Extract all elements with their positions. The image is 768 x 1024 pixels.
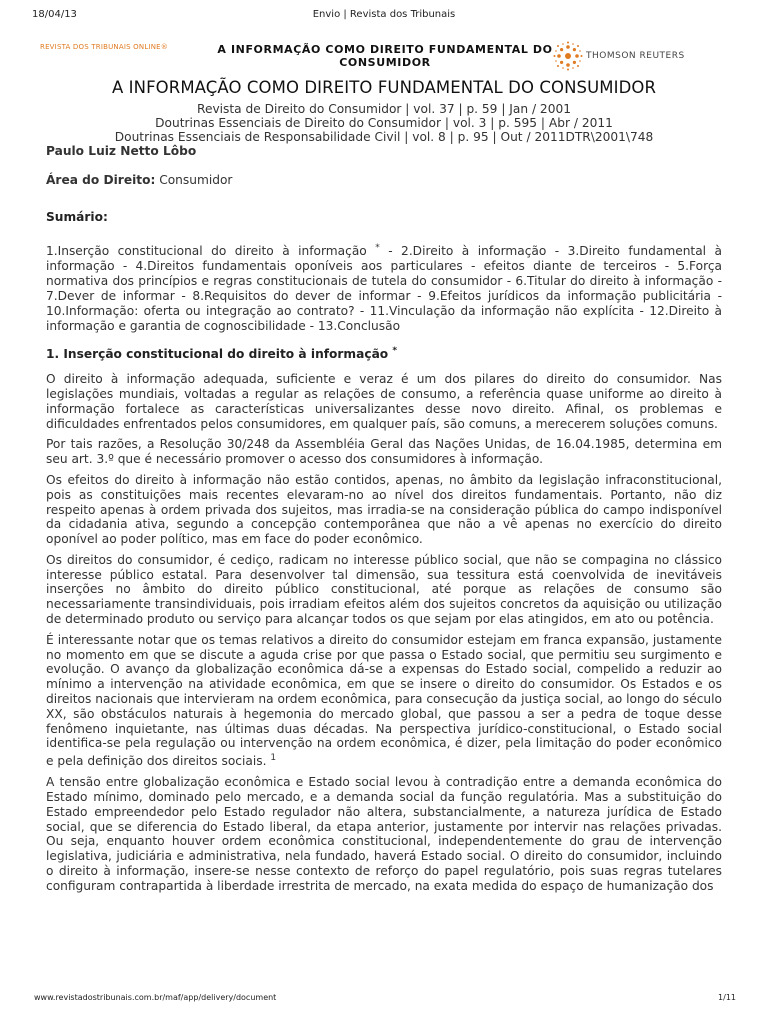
sumario-text-2: - 2.Direito à informação - 3.Direito fundamental à informação - 4.Direitos fundamentais oponíveis aos particulares - efeitos diante de terceiros - 5.Força normativa dos princípios e regras constitucionais de tutela do consumidor - 6.Titular do direito à informação - 7.Dever de informar - 8.Requisitos do dever de informar - 9.Efeitos jurídicos da informação publicitária - 10.Informação: oferta ou integração ao contrato? - 11.Vinculação da informação não explícita - 12.Direito à informação e garantia de cognoscibilidade - 13.Conclusão [46,244,722,334]
reference-line: Doutrinas Essenciais de Direito do Consumidor | vol. 3 | p. 595 | Abr / 2011 [155,116,613,130]
footnote-link[interactable]: 1 [270,753,277,764]
header-title [190,43,580,69]
paragraph: Os efeitos do direito à informação não estão contidos, apenas, no âmbito da legislação infraconstitucional, pois as constituições mais recentes elevaram-no ao nível dos direitos fundamentais. Portanto, não diz respeito apenas à ordem privada dos sujeitos, mas irradia-se na consideração pública do campo indisponível da cidadania ativa, segundo a concepção contemporânea que não a vê apenas no exercício do direito oponível ao poder político, mas em face do poder econômico. [46,472,722,547]
brand-right: THOMSON REUTERS [586,51,685,61]
article-author: Paulo Luiz Netto Lôbo [46,144,197,158]
article-content [46,76,722,893]
paragraph: O direito à informação adequada, suficiente e veraz é um dos pilares do direito do consumidor. Nas legislações mundiais, voltadas a regular as relações de consumo, a referência quase uniforme ao direito à informação fortalece as características universalizantes desse novo direito. Afinal, os problemas e dificuldades enfrentados pelos consumidores, em qualquer país, são comuns, a merecerem soluções comuns. [46,372,722,431]
section-heading [46,344,722,362]
footer-url: www.revistadostribunais.com.br/maf/app/delivery/document [34,993,277,1002]
footnote-mark[interactable]: * [392,346,398,357]
print-date: 18/04/13 [32,9,77,20]
reference-line: Revista de Direito do Consumidor | vol. 37 | p. 59 | Jan / 2001 [197,102,571,116]
thomson-reuters-logo-icon [553,41,583,71]
header-title-line1: A INFORMAÇÃO COMO DIREITO FUNDAMENTAL DO [217,43,553,56]
document-header [0,38,768,74]
sumario-list [46,241,722,334]
print-title: Envio | Revista dos Tribunais [312,9,456,20]
area-value: Consumidor [155,173,233,187]
paragraph: Por tais razões, a Resolução 30/248 da Assembléia Geral das Nações Unidas, de 16.04.1985, determina em seu art. 3.º que é necessário promover o acesso dos consumidores à informação. [46,437,722,467]
article-title: A INFORMAÇÃO COMO DIREITO FUNDAMENTAL DO CONSUMIDOR [111,78,657,97]
reference-line: Doutrinas Essenciais de Responsabilidade Civil | vol. 8 | p. 95 | Out / 2011DTR\2001\748 [114,130,654,144]
header-title-line2: CONSUMIDOR [339,56,431,69]
paragraph: A tensão entre globalização econômica e Estado social levou à contradição entre a demanda econômica do Estado mínimo, dominado pelo mercado, e a demanda social da função regulatória. Mas a substituição do Estado empreendedor pelo Estado regulador não altera, substancialmente, a natureza jurídica de Estado social, que se diferencia do Estado liberal, da etapa anterior, justamente por intervir nas relações privadas. Ou seja, enquanto houver ordem econômica constitucional, independentemente do grau de intervenção legislativa, judiciária e administrativa, nela fundado, haverá Estado social. O direito do consumidor, incluindo o direito à informação, insere-se nesse contexto de reforço do papel regulatório, pois suas regras tutelares configuram contrapartida à liberdade irrestrita de mercado, na exata medida do espaço de humanização dos [46,775,722,893]
article-references [46,102,722,144]
area-do-direito [46,173,722,187]
sumario-heading: Sumário: [46,210,108,224]
sumario-text-1: 1.Inserção constitucional do direito à informação [46,244,376,259]
paragraph-text: É interessante notar que os temas relativos a direito do consumidor estejam em franca expansão, justamente no momento em que se discute a aguda crise por que passa o Estado social, que permitiu seu surgimento e evolução. O avanço da globalização econômica dá-se a expensas do Estado social, compelido a reduzir ao mínimo a intervenção na atividade econômica, em que se insere o direito do consumidor. Os Estados e os direitos nacionais que intervieram na ordem econômica, para consecução da justiça social, ao longo do século XX, são obstáculos naturais à hegemonia do mercado global, que passou a ser a pedra de toque desse fenômeno inquietante, nas últimas duas décadas. Na perspectiva jurídico-constitucional, o Estado social identifica-se pela regulação ou intervenção na ordem econômica, é dizer, pela limitação do poder econômico e pela definição dos direitos sociais. [46,632,722,769]
print-header [0,6,768,20]
page-number: 1/11 [718,993,736,1002]
paragraph [46,633,722,769]
footnote-mark[interactable]: * [375,243,380,253]
brand-left: REVISTA DOS TRIBUNAIS ONLINE® [40,43,168,51]
section-title: 1. Inserção constitucional do direito à informação [46,347,393,362]
paragraph: Os direitos do consumidor, é cediço, radicam no interesse público social, que não se compagina no clássico interesse público estatal. Para desenvolver tal dimensão, sua tessitura está coenvolvida de inevitáveis inserções no âmbito do direito público constitucional, até porque as relações de consumo são necessariamente transindividuais, pois irradiam efeitos além dos sujeitos concretos da aquisição ou utilização de determinado produto ou serviço para alcançar todos os que sejam por elas atingidos, em ato ou potência. [46,552,722,627]
area-label: Área do Direito: [46,173,156,187]
